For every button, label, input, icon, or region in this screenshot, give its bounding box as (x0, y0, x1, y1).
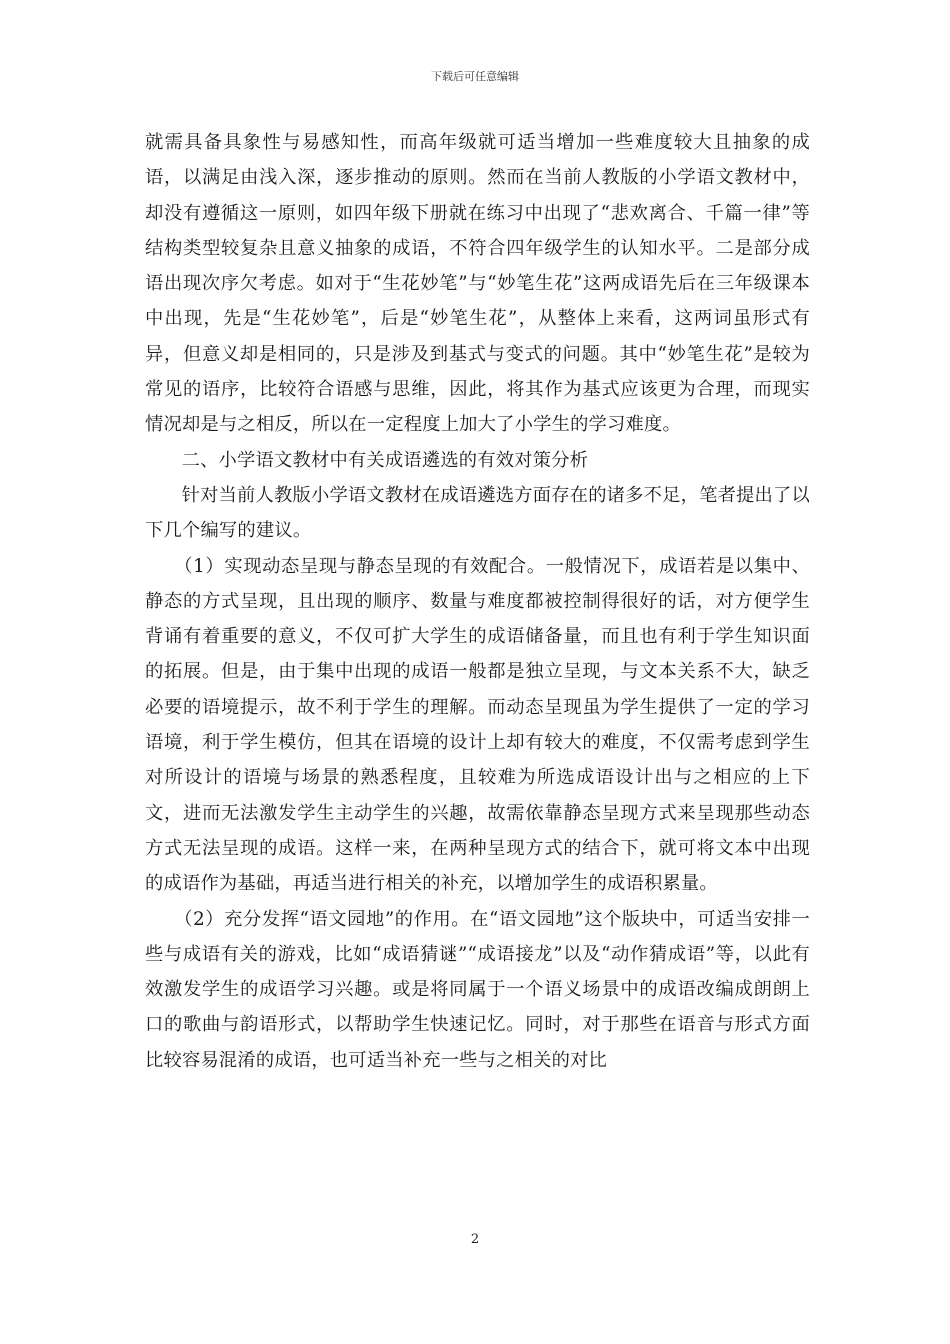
document-body (145, 125, 810, 1078)
paragraph-continued: 就需具备具象性与易感知性，而高年级就可适当增加一些难度较大且抽象的成语，以满足由浅入深，逐步推动的原则。然而在当前人教版的小学语文教材中，却没有遵循这一原则，如四年级下册就在练习中出现了“悲欢离合、千篇一律”等结构类型较复杂且意义抽象的成语，不符合四年级学生的认知水平。二是部分成语出现次序欠考虑。如对于“生花妙笔”与“妙笔生花”这两成语先后在三年级课本中出现，先是“生花妙笔”，后是“妙笔生花”，从整体上来看，这两词虽形式有异，但意义却是相同的，只是涉及到基式与变式的问题。其中“妙笔生花”是较为常见的语序，比较符合语感与思维，因此，将其作为基式应该更为合理，而现实情况却是与之相反，所以在一定程度上加大了小学生的学习难度。 (145, 132, 810, 436)
page-number: 2 (470, 1232, 480, 1247)
section-heading: 二、小学语文教材中有关成语遴选的有效对策分析 (181, 449, 589, 471)
page-header: 下载后可任意编辑 (431, 70, 519, 83)
paragraph-intro: 针对当前人教版小学语文教材在成语遴选方面存在的诸多不足，笔者提出了以下几个编写的建议。 (145, 484, 810, 542)
paragraph-point-1: （1）实现动态呈现与静态呈现的有效配合。一般情况下，成语若是以集中、静态的方式呈现，且出现的顺序、数量与难度都被控制得很好的话，对方便学生背诵有着重要的意义，不仅可扩大学生的成语储备量，而且也有利于学生知识面的拓展。但是，由于集中出现的成语一般都是独立呈现，与文本关系不大，缺乏必要的语境提示，故不利于学生的理解。而动态呈现虽为学生提供了一定的学习语境，利于学生模仿，但其在语境的设计上却有较大的难度，不仅需考虑到学生对所设计的语境与场景的熟悉程度，且较难为所选成语设计出与之相应的上下文，进而无法激发学生主动学生的兴趣，故需依靠静态呈现方式来呈现那些动态方式无法呈现的成语。这样一来，在两种呈现方式的结合下，就可将文本中出现的成语作为基础，再适当进行相关的补充，以增加学生的成语积累量。 (145, 555, 810, 895)
paragraph-point-2: （2）充分发挥“语文园地”的作用。在“语文园地”这个版块中，可适当安排一些与成语有关的游戏，比如“成语猜谜”“成语接龙”以及“动作猜成语”等，以此有效激发学生的成语学习兴趣。或是将同属于一个语义场景中的成语改编成朗朗上口的歌曲与韵语形式，以帮助学生快速记忆。同时，对于那些在语音与形式方面比较容易混淆的成语，也可适当补充一些与之相关的对比 (145, 908, 810, 1071)
